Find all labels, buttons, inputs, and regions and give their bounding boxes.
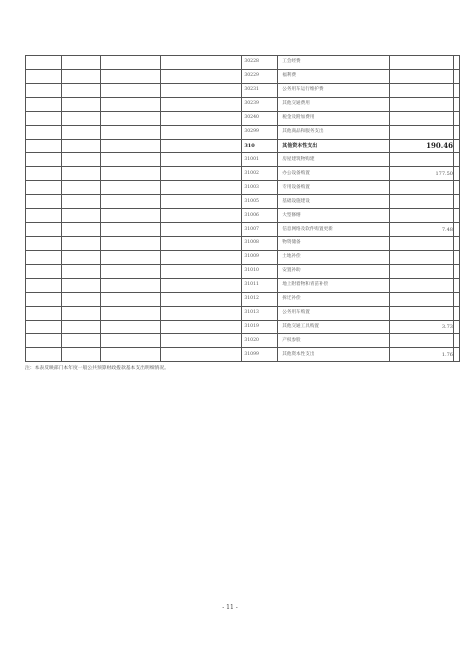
cell-col-4 [160, 320, 242, 334]
table-row [26, 292, 460, 306]
cell-col-3 [100, 69, 160, 83]
cell-col-1 [26, 250, 62, 264]
cell-col-3 [100, 83, 160, 97]
amount-cell [390, 111, 454, 125]
cell-col-1 [26, 292, 62, 306]
cell-col-4 [160, 306, 242, 320]
cell-col-3 [100, 209, 160, 223]
cell-col-3 [100, 278, 160, 292]
cell-col-8 [453, 153, 459, 167]
cell-col-3 [100, 125, 160, 139]
cell-col-1 [26, 334, 62, 348]
cell-col-1 [26, 348, 62, 362]
subject-code-cell: 31099 [242, 348, 278, 362]
cell-col-8 [453, 334, 459, 348]
subject-name-cell: 税金及附加费用 [278, 111, 390, 125]
cell-col-1 [26, 153, 62, 167]
cell-col-8 [453, 181, 459, 195]
subject-code-cell: 30228 [242, 56, 278, 70]
amount-cell [390, 125, 454, 139]
cell-col-8 [453, 167, 459, 181]
table-row [26, 125, 460, 139]
cell-col-4 [160, 264, 242, 278]
subject-name-cell: 拆迁补偿 [278, 292, 390, 306]
subject-code-cell: 31005 [242, 195, 278, 209]
cell-col-4 [160, 97, 242, 111]
cell-col-2 [61, 292, 100, 306]
cell-col-1 [26, 83, 62, 97]
table-row [26, 111, 460, 125]
cell-col-2 [61, 69, 100, 83]
cell-col-2 [61, 320, 100, 334]
cell-col-3 [100, 334, 160, 348]
cell-col-3 [100, 236, 160, 250]
subject-name-cell: 安置补助 [278, 264, 390, 278]
cell-col-2 [61, 223, 100, 237]
amount-cell [390, 306, 454, 320]
cell-col-4 [160, 209, 242, 223]
subject-name-cell: 公务用车运行维护费 [278, 83, 390, 97]
cell-col-8 [453, 306, 459, 320]
subject-code-cell: 31013 [242, 306, 278, 320]
cell-col-2 [61, 264, 100, 278]
table-row [26, 97, 460, 111]
subject-code-cell: 30240 [242, 111, 278, 125]
subject-code-cell: 31012 [242, 292, 278, 306]
subject-name-cell: 工会经费 [278, 56, 390, 70]
amount-cell [390, 181, 454, 195]
cell-col-8 [453, 97, 459, 111]
cell-col-1 [26, 139, 62, 153]
cell-col-3 [100, 250, 160, 264]
cell-col-4 [160, 278, 242, 292]
cell-col-2 [61, 334, 100, 348]
table-row [26, 153, 460, 167]
cell-col-3 [100, 195, 160, 209]
cell-col-1 [26, 97, 62, 111]
cell-col-8 [453, 236, 459, 250]
cell-col-1 [26, 195, 62, 209]
amount-cell: 190.46 [390, 139, 454, 153]
subject-code-cell: 31001 [242, 153, 278, 167]
subject-code-cell: 31006 [242, 209, 278, 223]
subject-code-cell: 310 [242, 139, 278, 153]
subject-code-cell: 31002 [242, 167, 278, 181]
subject-code-cell: 31020 [242, 334, 278, 348]
table-row [26, 181, 460, 195]
subject-name-cell: 公务用车购置 [278, 306, 390, 320]
amount-cell: 3.73 [390, 320, 454, 334]
amount-cell: 1.76 [390, 348, 454, 362]
subject-name-cell: 其他资本性支出 [278, 348, 390, 362]
cell-col-8 [453, 111, 459, 125]
cell-col-3 [100, 139, 160, 153]
subject-name-cell: 物资储备 [278, 236, 390, 250]
subject-name-cell: 地上附着物和青苗补偿 [278, 278, 390, 292]
cell-col-3 [100, 97, 160, 111]
table-row [26, 264, 460, 278]
cell-col-8 [453, 139, 459, 153]
cell-col-4 [160, 69, 242, 83]
cell-col-3 [100, 153, 160, 167]
cell-col-4 [160, 56, 242, 70]
table-row [26, 56, 460, 70]
subject-name-cell: 基础设施建设 [278, 195, 390, 209]
cell-col-4 [160, 167, 242, 181]
cell-col-4 [160, 348, 242, 362]
subject-name-cell: 专用设备购置 [278, 181, 390, 195]
amount-cell [390, 195, 454, 209]
subject-code-cell: 30229 [242, 69, 278, 83]
cell-col-1 [26, 69, 62, 83]
amount-cell [390, 56, 454, 70]
cell-col-8 [453, 264, 459, 278]
subject-code-cell: 30231 [242, 83, 278, 97]
subject-code-cell: 30299 [242, 125, 278, 139]
cell-col-2 [61, 167, 100, 181]
cell-col-2 [61, 83, 100, 97]
cell-col-8 [453, 195, 459, 209]
table-row [26, 139, 460, 153]
table-row [26, 83, 460, 97]
cell-col-2 [61, 97, 100, 111]
amount-cell [390, 264, 454, 278]
subject-name-cell: 房屋建筑物购建 [278, 153, 390, 167]
table-row [26, 306, 460, 320]
amount-cell [390, 69, 454, 83]
cell-col-3 [100, 348, 160, 362]
amount-cell [390, 250, 454, 264]
table-row [26, 250, 460, 264]
page-number: - 11 - [222, 604, 238, 611]
cell-col-8 [453, 56, 459, 70]
amount-cell [390, 278, 454, 292]
cell-col-2 [61, 139, 100, 153]
cell-col-8 [453, 348, 459, 362]
cell-col-4 [160, 195, 242, 209]
cell-col-1 [26, 223, 62, 237]
subject-code-cell: 31009 [242, 250, 278, 264]
cell-col-1 [26, 181, 62, 195]
cell-col-4 [160, 223, 242, 237]
cell-col-1 [26, 264, 62, 278]
cell-col-1 [26, 236, 62, 250]
cell-col-3 [100, 306, 160, 320]
subject-name-cell: 福利费 [278, 69, 390, 83]
table-row [26, 223, 460, 237]
subject-code-cell: 31010 [242, 264, 278, 278]
table-row [26, 209, 460, 223]
table-row [26, 167, 460, 181]
subject-name-cell: 大型修缮 [278, 209, 390, 223]
cell-col-1 [26, 306, 62, 320]
subject-code-cell: 31008 [242, 236, 278, 250]
table-row [26, 348, 460, 362]
cell-col-3 [100, 292, 160, 306]
amount-cell [390, 334, 454, 348]
table-row [26, 195, 460, 209]
amount-cell: 7.48 [390, 223, 454, 237]
cell-col-4 [160, 292, 242, 306]
table-row [26, 236, 460, 250]
cell-col-8 [453, 292, 459, 306]
subject-name-cell: 产权参股 [278, 334, 390, 348]
cell-col-8 [453, 209, 459, 223]
cell-col-4 [160, 125, 242, 139]
cell-col-2 [61, 306, 100, 320]
amount-cell [390, 83, 454, 97]
table-row [26, 69, 460, 83]
table-row [26, 278, 460, 292]
table-row [26, 320, 460, 334]
cell-col-3 [100, 264, 160, 278]
cell-col-2 [61, 153, 100, 167]
cell-col-2 [61, 209, 100, 223]
expenditure-detail-table [25, 55, 460, 362]
cell-col-1 [26, 209, 62, 223]
cell-col-3 [100, 56, 160, 70]
subject-name-cell: 信息网络及软件购置更新 [278, 223, 390, 237]
subject-name-cell: 土地补偿 [278, 250, 390, 264]
subject-name-cell: 办公设备购置 [278, 167, 390, 181]
cell-col-2 [61, 236, 100, 250]
cell-col-3 [100, 167, 160, 181]
amount-cell [390, 236, 454, 250]
subject-code-cell: 30239 [242, 97, 278, 111]
cell-col-2 [61, 111, 100, 125]
amount-cell [390, 97, 454, 111]
cell-col-1 [26, 167, 62, 181]
cell-col-4 [160, 334, 242, 348]
cell-col-4 [160, 250, 242, 264]
cell-col-1 [26, 111, 62, 125]
cell-col-4 [160, 181, 242, 195]
cell-col-1 [26, 125, 62, 139]
cell-col-8 [453, 320, 459, 334]
cell-col-4 [160, 111, 242, 125]
cell-col-3 [100, 181, 160, 195]
cell-col-4 [160, 83, 242, 97]
subject-code-cell: 31003 [242, 181, 278, 195]
cell-col-3 [100, 223, 160, 237]
cell-col-4 [160, 236, 242, 250]
cell-col-4 [160, 153, 242, 167]
cell-col-2 [61, 348, 100, 362]
cell-col-2 [61, 278, 100, 292]
subject-name-cell: 其他商品和服务支出 [278, 125, 390, 139]
cell-col-2 [61, 181, 100, 195]
cell-col-8 [453, 69, 459, 83]
cell-col-8 [453, 223, 459, 237]
amount-cell: 177.50 [390, 167, 454, 181]
subject-code-cell: 31007 [242, 223, 278, 237]
cell-col-2 [61, 195, 100, 209]
cell-col-1 [26, 320, 62, 334]
subject-code-cell: 31019 [242, 320, 278, 334]
cell-col-4 [160, 139, 242, 153]
amount-cell [390, 209, 454, 223]
table-footnote: 注：本表反映部门本年度一般公共预算财政拨款基本支出明细情况。 [25, 366, 169, 371]
cell-col-8 [453, 83, 459, 97]
cell-col-8 [453, 250, 459, 264]
cell-col-3 [100, 111, 160, 125]
subject-name-cell: 其他交通工具购置 [278, 320, 390, 334]
amount-cell [390, 292, 454, 306]
cell-col-2 [61, 250, 100, 264]
subject-name-cell: 其他交通费用 [278, 97, 390, 111]
table-row [26, 334, 460, 348]
cell-col-2 [61, 125, 100, 139]
subject-code-cell: 31011 [242, 278, 278, 292]
cell-col-3 [100, 320, 160, 334]
amount-cell [390, 153, 454, 167]
cell-col-1 [26, 278, 62, 292]
subject-name-cell: 其他资本性支出 [278, 139, 390, 153]
cell-col-2 [61, 56, 100, 70]
cell-col-1 [26, 56, 62, 70]
cell-col-8 [453, 125, 459, 139]
cell-col-8 [453, 278, 459, 292]
